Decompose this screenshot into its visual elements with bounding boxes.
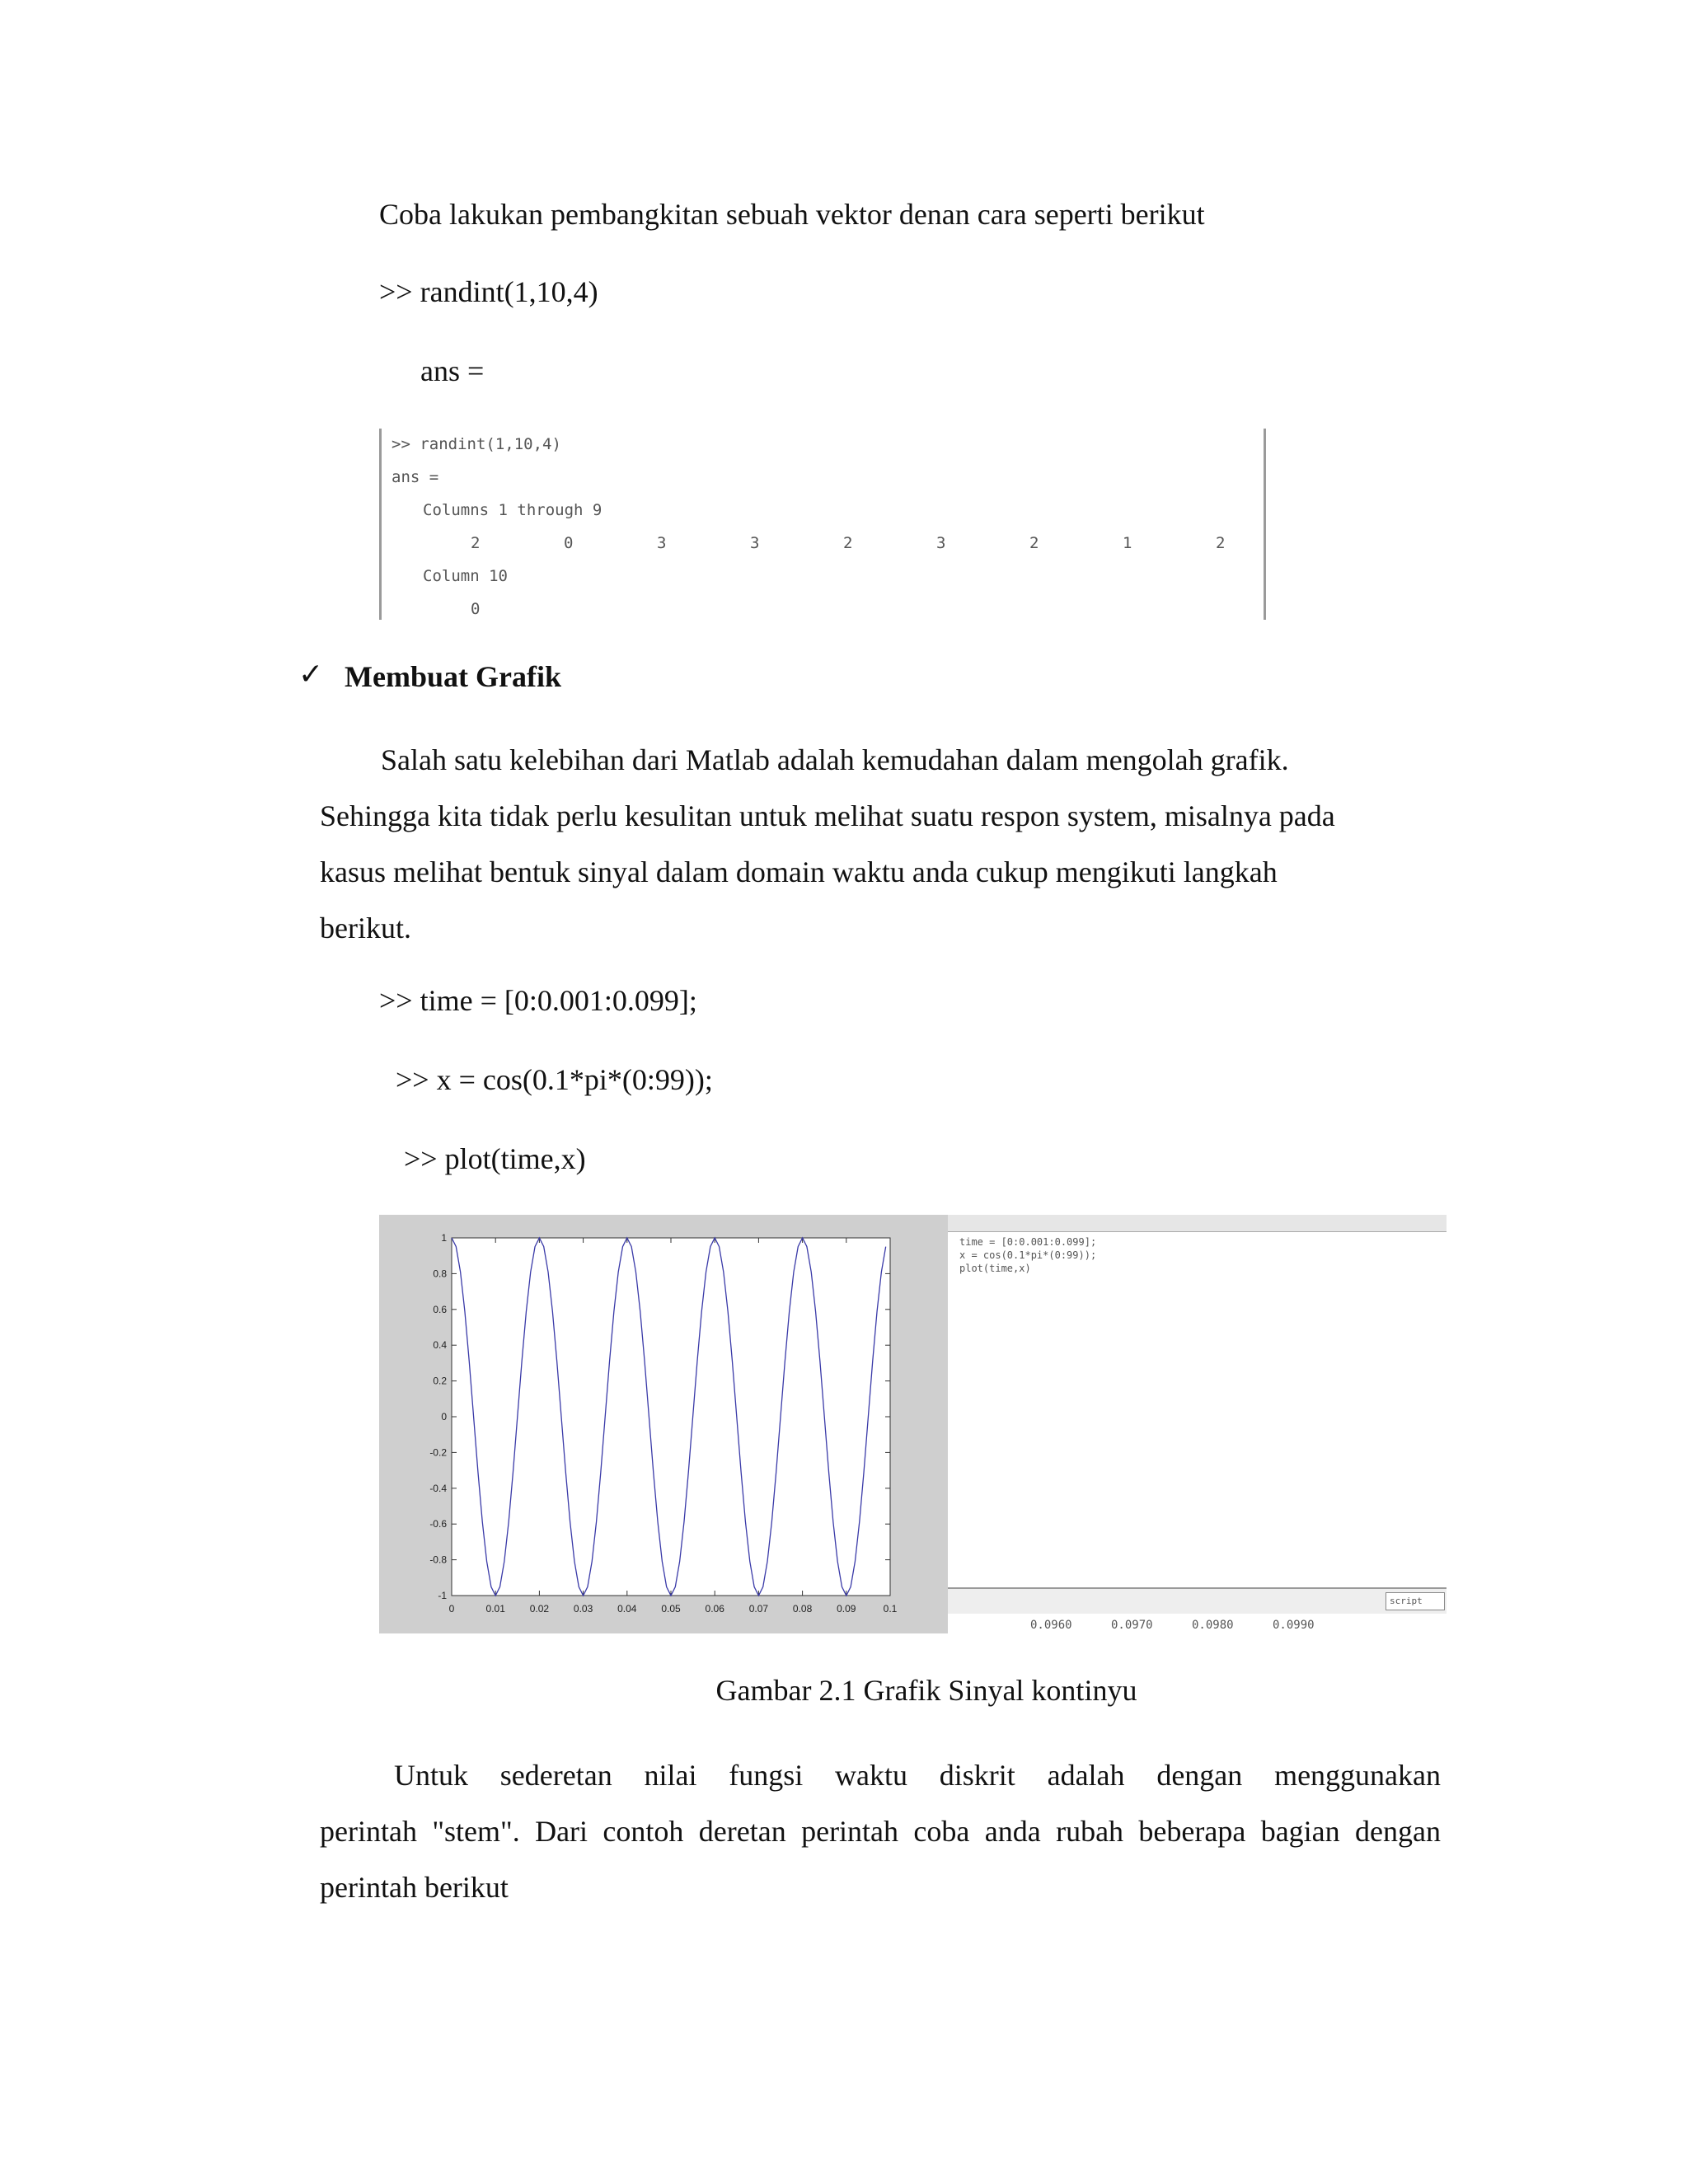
- console-last-value: 0: [471, 600, 481, 618]
- x-tick-label: 0.03: [573, 1603, 593, 1615]
- check-mark-icon: ✓: [298, 658, 324, 691]
- figure-caption: Gambar 2.1 Grafik Sinyal kontinyu: [715, 1674, 1137, 1707]
- console-value: 2: [843, 534, 853, 552]
- section-heading: Membuat Grafik: [345, 660, 561, 693]
- workspace-value: 0.0960: [1030, 1619, 1072, 1632]
- plot-window: [379, 1215, 948, 1633]
- console-value: 1: [1123, 534, 1132, 552]
- code-line-time: >> time = [0:0.001:0.099];: [379, 984, 697, 1017]
- para2-word: nilai: [644, 1759, 697, 1792]
- para2-word: Untuk: [394, 1759, 468, 1792]
- console-value: 0: [564, 534, 574, 552]
- para1-line3: kasus melihat bentuk sinyal dalam domain waktu anda cukup mengikuti langkah: [320, 855, 1278, 888]
- console-value: 3: [936, 534, 946, 552]
- para1-line1: Salah satu kelebihan dari Matlab adalah kemudahan dalam mengolah grafik.: [381, 743, 1289, 776]
- console-value: 3: [657, 534, 667, 552]
- x-tick-label: 0.02: [529, 1603, 550, 1615]
- y-tick-label: -0.8: [429, 1554, 447, 1566]
- x-tick-label: 0.07: [748, 1603, 769, 1615]
- y-tick-label: 1: [441, 1232, 447, 1244]
- x-tick-label: 0.08: [792, 1603, 813, 1615]
- history-line-3: plot(time,x): [959, 1263, 1031, 1274]
- x-tick-label: 0.06: [705, 1603, 724, 1615]
- para2-word: sederetan: [499, 1759, 612, 1792]
- y-tick-label: 0.2: [433, 1375, 447, 1387]
- para2-word: menggunakan: [1274, 1759, 1441, 1792]
- console-value: 2: [1029, 534, 1039, 552]
- workspace-value: 0.0990: [1273, 1619, 1315, 1632]
- console-line-ans: ans =: [392, 468, 439, 486]
- para2-line3: perintah berikut: [320, 1871, 509, 1904]
- console-value: 2: [1216, 534, 1226, 552]
- figure-screenshot: [379, 1215, 1447, 1633]
- toolbar: [948, 1215, 1447, 1232]
- workspace-bar: [948, 1587, 1447, 1614]
- x-tick-label: 0.04: [617, 1603, 637, 1615]
- code-line-plot: >> plot(time,x): [404, 1142, 586, 1175]
- console-line-column10: Column 10: [423, 567, 508, 585]
- console-value: 2: [471, 534, 481, 552]
- y-tick-label: -0.4: [429, 1482, 447, 1494]
- x-tick-label: 0.1: [883, 1603, 898, 1615]
- console-line-columns: Columns 1 through 9: [423, 501, 603, 519]
- workspace-value: 0.0980: [1192, 1619, 1234, 1632]
- history-line-2: x = cos(0.1*pi*(0:99));: [959, 1249, 1097, 1261]
- randint-command: >> randint(1,10,4): [379, 275, 598, 308]
- y-tick-label: 0.4: [433, 1339, 447, 1352]
- cosine-plot: [379, 1215, 948, 1633]
- intro-line: Coba lakukan pembangkitan sebuah vektor denan cara seperti berikut: [379, 198, 1205, 231]
- para2-word: adalah: [1047, 1759, 1125, 1792]
- y-tick-label: -1: [438, 1590, 447, 1601]
- console-screenshot: [379, 429, 1266, 620]
- y-tick-label: -0.2: [429, 1446, 447, 1459]
- y-tick-label: -0.6: [429, 1518, 447, 1530]
- para1-line2: Sehingga kita tidak perlu kesulitan untuk melihat suatu respon system, misalnya pada: [320, 799, 1335, 832]
- para2-word: dengan: [1156, 1759, 1243, 1792]
- workspace-value: 0.0970: [1111, 1619, 1153, 1632]
- para2-word: diskrit: [939, 1759, 1015, 1792]
- para2-line2: perintah "stem". Dari contoh deretan perintah coba anda rubah beberapa bagian dengan: [320, 1815, 1441, 1848]
- x-tick-label: 0.09: [837, 1603, 856, 1615]
- matlab-panel: [948, 1215, 1447, 1633]
- y-tick-label: 0.6: [433, 1303, 447, 1315]
- history-line-1: time = [0:0.001:0.099];: [959, 1236, 1097, 1248]
- para2-word: waktu: [835, 1759, 908, 1792]
- para2-line1: [320, 1747, 1441, 1803]
- x-tick-label: 0.01: [485, 1603, 505, 1615]
- workspace-field[interactable]: script: [1386, 1592, 1445, 1610]
- console-value: 3: [750, 534, 760, 552]
- y-tick-label: 0: [441, 1411, 447, 1422]
- code-line-x: >> x = cos(0.1*pi*(0:99));: [396, 1063, 713, 1096]
- paragraph-intro-graph: [320, 732, 1441, 956]
- paragraph-stem: [320, 1747, 1441, 1915]
- x-tick-label: 0: [448, 1603, 455, 1615]
- console-line-command: >> randint(1,10,4): [392, 435, 561, 453]
- x-tick-label: 0.05: [661, 1603, 681, 1615]
- para1-line4: berikut.: [320, 912, 411, 944]
- y-tick-label: 0.8: [433, 1268, 447, 1280]
- para2-word: fungsi: [729, 1759, 804, 1792]
- ans-label: ans =: [420, 354, 485, 387]
